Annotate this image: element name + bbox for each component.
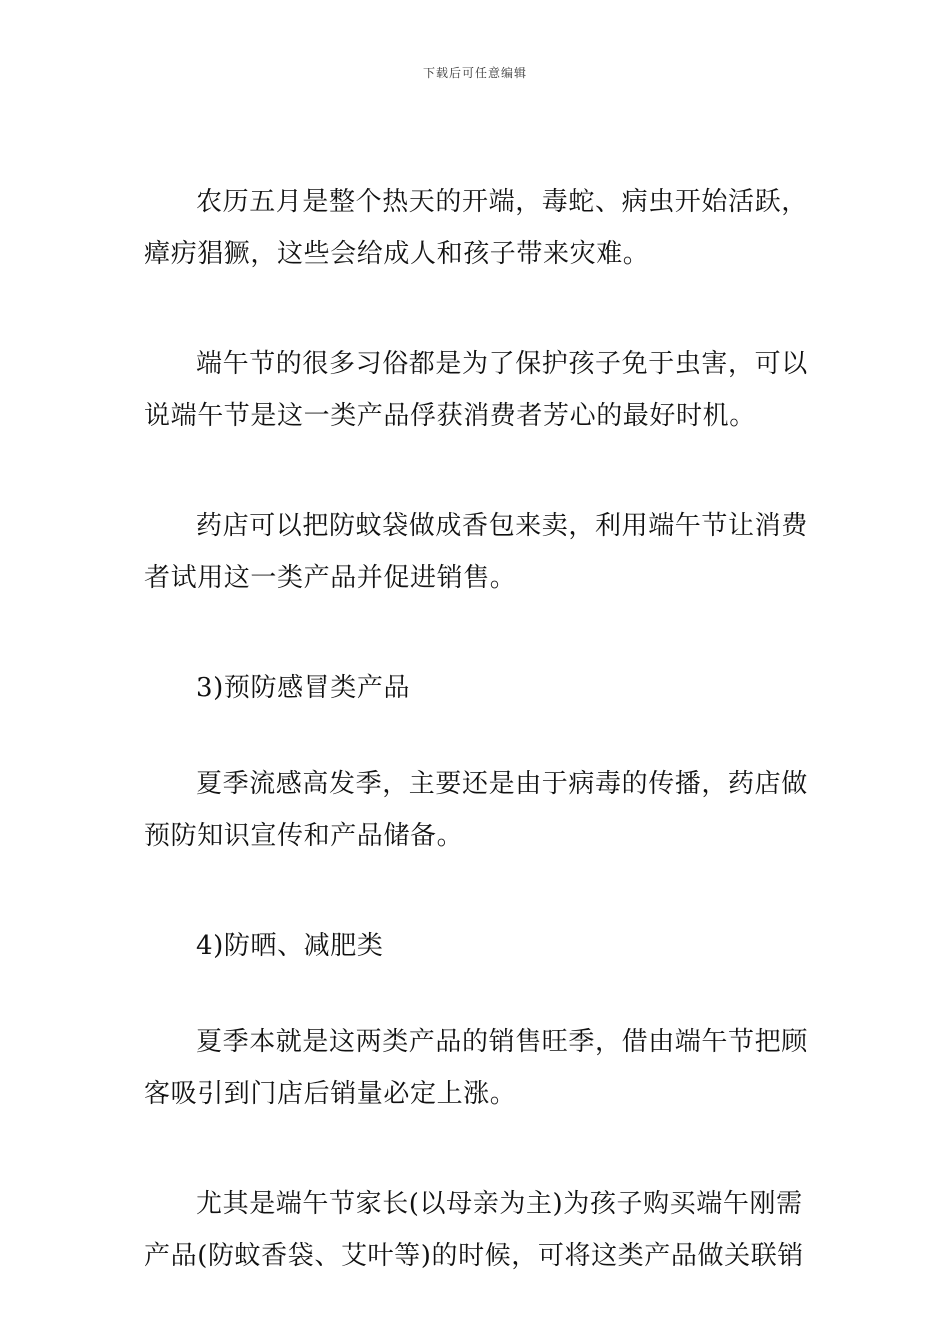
document-body [144,176,814,1340]
page-header-note: 下载后可任意编辑 [422,66,527,80]
paragraph-sales-season: 夏季本就是这两类产品的销售旺季，借由端午节把顾客吸引到门店后销量必定上涨。 [144,1027,808,1109]
paragraph-summer-start: 农历五月是整个热天的开端，毒蛇、病虫开始活跃，瘴疠猖獗，这些会给成人和孩子带来灾难。 [144,187,808,269]
section-heading-sunscreen-slimming: 4)防晒、减肥类 [196,931,384,961]
section-heading-cold-prevention: 3)预防感冒类产品 [196,673,411,703]
paragraph-flu-season: 夏季流感高发季，主要还是由于病毒的传播，药店做预防知识宣传和产品储备。 [144,769,808,851]
paragraph-related-sales: 尤其是端午节家长(以母亲为主)为孩子购买端午刚需产品(防蚊香袋、艾叶等)的时候，可将这类产品做关联销 [144,1189,804,1271]
paragraph-dragon-boat-customs: 端午节的很多习俗都是为了保护孩子免于虫害，可以说端午节是这一类产品俘获消费者芳心的最好时机。 [144,349,808,431]
paragraph-mosquito-sachet: 药店可以把防蚊袋做成香包来卖，利用端午节让消费者试用这一类产品并促进销售。 [144,511,808,593]
